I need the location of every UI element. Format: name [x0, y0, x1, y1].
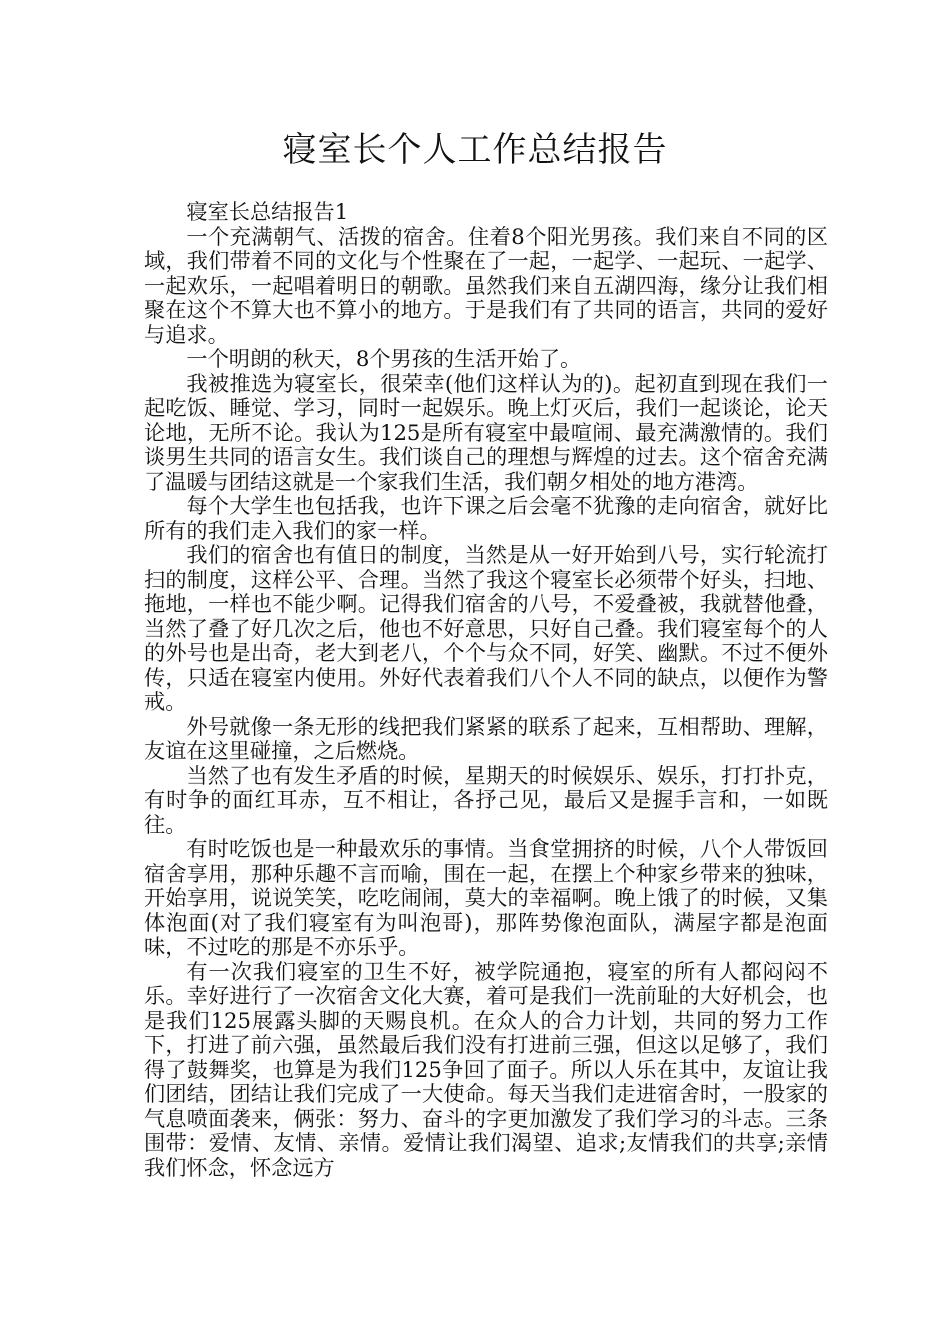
paragraph: 一个充满朝气、活拨的宿舍。住着8个阳光男孩。我们来自不同的区域，我们带着不同的文化与个性聚在了一起，一起学、一起玩、一起学、一起欢乐，一起唱着明日的朝歌。虽然我们来自五湖四海，缘分让我们相聚在这个不算大也不算小的地方。于是我们有了共同的语言，共同的爱好与追求。: [144, 223, 828, 347]
paragraph: 我们的宿舍也有值日的制度，当然是从一好开始到八号，实行轮流打扫的制度，这样公平、合理。当然了我这个寝室长必须带个好头，扫地、拖地，一样也不能少啊。记得我们宿舍的八号，不爱叠被，我就替他叠，当然了叠了好几次之后，他也不好意思，只好自己叠。我们寝室每个的人的外号也是出奇，老大到老八，个个与众不同，好笑、幽默。不过不便外传，只适在寝室内使用。外好代表着我们八个人不同的缺点，以便作为警戒。: [144, 542, 828, 714]
paragraph: 我被推选为寝室长，很荣幸(他们这样认为的)。起初直到现在我们一起吃饭、睡觉、学习，同时一起娱乐。晚上灯灭后，我们一起谈论，论天论地，无所不论。我认为125是所有寝室中最喧闹、最充满激情的。我们谈男生共同的语言女生。我们谈自己的理想与辉煌的过去。这个宿舍充满了温暖与团结这就是一个家我们生活，我们朝夕相处的地方港湾。: [144, 370, 828, 494]
document-title: 寝室长个人工作总结报告: [282, 130, 668, 170]
document-body: [144, 200, 828, 1180]
paragraph: 外号就像一条无形的线把我们紧紧的联系了起来，互相帮助、理解，友谊在这里碰撞，之后燃烧。: [144, 713, 828, 763]
paragraph: 有时吃饭也是一种最欢乐的事情。当食堂拥挤的时候，八个人带饭回宿舍享用，那种乐趣不言而喻，围在一起，在摆上个种家乡带来的独味，开始享用，说说笑笑，吃吃闹闹，莫大的幸福啊。晚上饿了的时候，又集体泡面(对了我们寝室有为叫泡哥)，那阵势像泡面队，满屋字都是泡面味，不过吃的那是不亦乐乎。: [144, 836, 828, 959]
paragraph: 当然了也有发生矛盾的时候，星期天的时候娱乐、娱乐，打打扑克，有时争的面红耳赤，互不相让，各抒己见，最后又是握手言和，一如既往。: [144, 762, 828, 837]
paragraph: 有一次我们寝室的卫生不好，被学院通抱，寝室的所有人都闷闷不乐。幸好进行了一次宿舍文化大赛，着可是我们一洗前耻的大好机会，也是我们125展露头脚的天赐良机。在众人的合力计划，共同的努力工作下，打进了前六强，虽然最后我们没有打进前三强，但这以足够了，我们得了鼓舞奖，也算是为我们125争回了面子。所以人乐在其中，友谊让我们团结，团结让我们完成了一大使命。每天当我们走进宿舍时，一股家的气息喷面袭来，俩张：努力、奋斗的字更加激发了我们学习的斗志。三条围带：爱情、友情、亲情。爱情让我们渴望、追求;友情我们的共享;亲情我们怀念，怀念远方: [144, 958, 828, 1180]
section-heading: 寝室长总结报告1: [186, 199, 349, 224]
paragraph: 每个大学生也包括我，也许下课之后会毫不犹豫的走向宿舍，就好比所有的我们走入我们的家一样。: [144, 493, 828, 543]
paragraph: 一个明朗的秋天，8个男孩的生活开始了。: [186, 346, 582, 371]
